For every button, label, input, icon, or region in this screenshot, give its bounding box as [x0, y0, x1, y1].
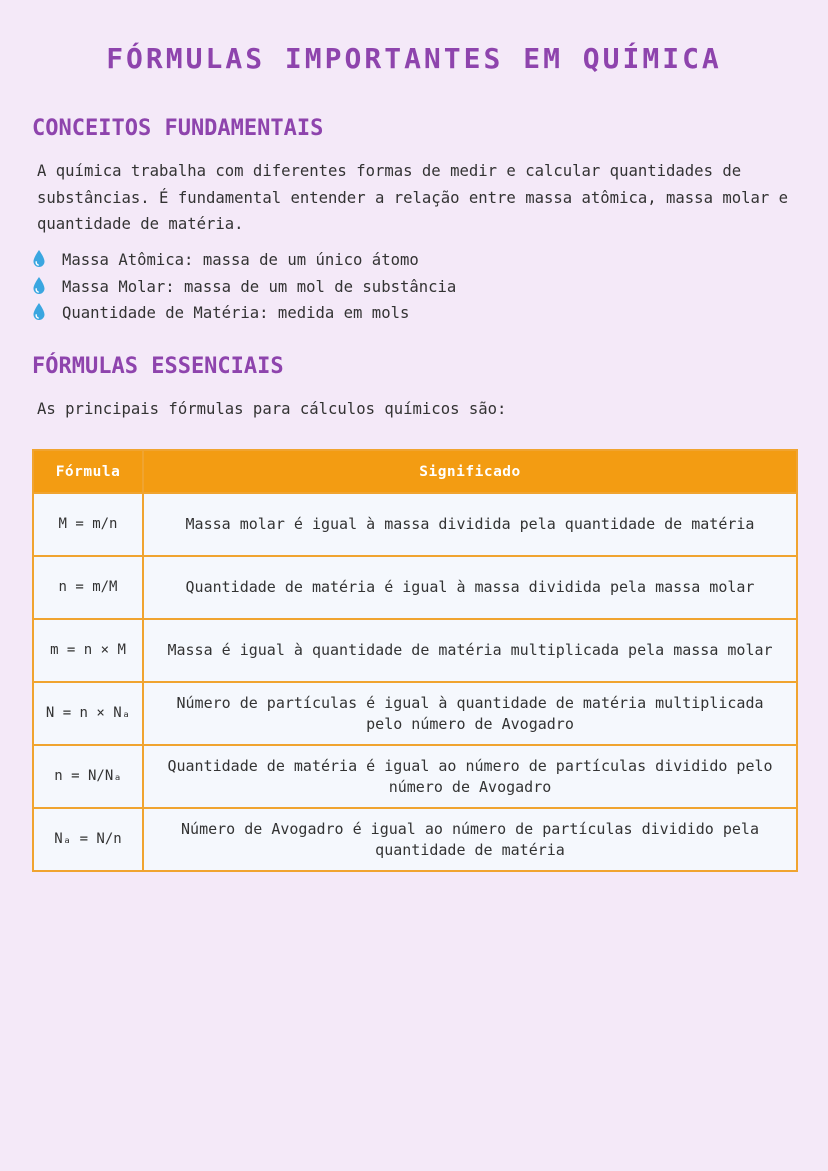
formula-cell: n = N/Nₐ [33, 745, 143, 808]
bullet-text: Quantidade de Matéria: medida em mols [62, 304, 410, 323]
formula-cell: Nₐ = N/n [33, 808, 143, 871]
table-row [33, 682, 797, 745]
bullet-text: Massa Molar: massa de um mol de substância [62, 277, 457, 296]
droplet-icon [32, 276, 50, 298]
table-row [33, 556, 797, 619]
meaning-cell: Número de Avogadro é igual ao número de partículas dividido pela quantidade de matéria [143, 808, 797, 871]
table-row [33, 808, 797, 871]
intro-paragraph: A química trabalha com diferentes formas de medir e calcular quantidades de substâncias. É fundamental entender a relação entre massa atômica, massa molar e quantidade de matéria. [37, 162, 789, 233]
formula-cell: M = m/n [33, 493, 143, 556]
table-row [33, 619, 797, 682]
table-header-row [33, 450, 797, 493]
table-row [33, 493, 797, 556]
formulas-intro-paragraph: As principais fórmulas para cálculos químicos são: [37, 400, 507, 418]
meaning-cell: Número de partículas é igual à quantidade de matéria multiplicada pelo número de Avogadro [143, 682, 797, 745]
document-title: FÓRMULAS IMPORTANTES EM QUÍMICA [106, 42, 722, 75]
droplet-icon [32, 249, 50, 271]
formula-cell: n = m/M [33, 556, 143, 619]
bullet-item [32, 300, 456, 327]
formula-cell: N = n × Nₐ [33, 682, 143, 745]
section-heading-formulas: FÓRMULAS ESSENCIAIS [32, 354, 284, 379]
formulas-table [32, 449, 798, 872]
concept-bullet-list [32, 247, 456, 327]
meaning-cell: Massa é igual à quantidade de matéria multiplicada pela massa molar [143, 619, 797, 682]
bullet-item [32, 247, 456, 274]
meaning-cell: Massa molar é igual à massa dividida pela quantidade de matéria [143, 493, 797, 556]
bullet-text: Massa Atômica: massa de um único átomo [62, 251, 419, 270]
section-heading-conceitos: CONCEITOS FUNDAMENTAIS [32, 116, 324, 141]
column-header-meaning: Significado [143, 450, 797, 493]
table-row [33, 745, 797, 808]
formula-cell: m = n × M [33, 619, 143, 682]
droplet-icon [32, 302, 50, 324]
meaning-cell: Quantidade de matéria é igual ao número de partículas dividido pelo número de Avogadro [143, 745, 797, 808]
bullet-item [32, 274, 456, 301]
meaning-cell: Quantidade de matéria é igual à massa dividida pela massa molar [143, 556, 797, 619]
column-header-formula: Fórmula [33, 450, 143, 493]
